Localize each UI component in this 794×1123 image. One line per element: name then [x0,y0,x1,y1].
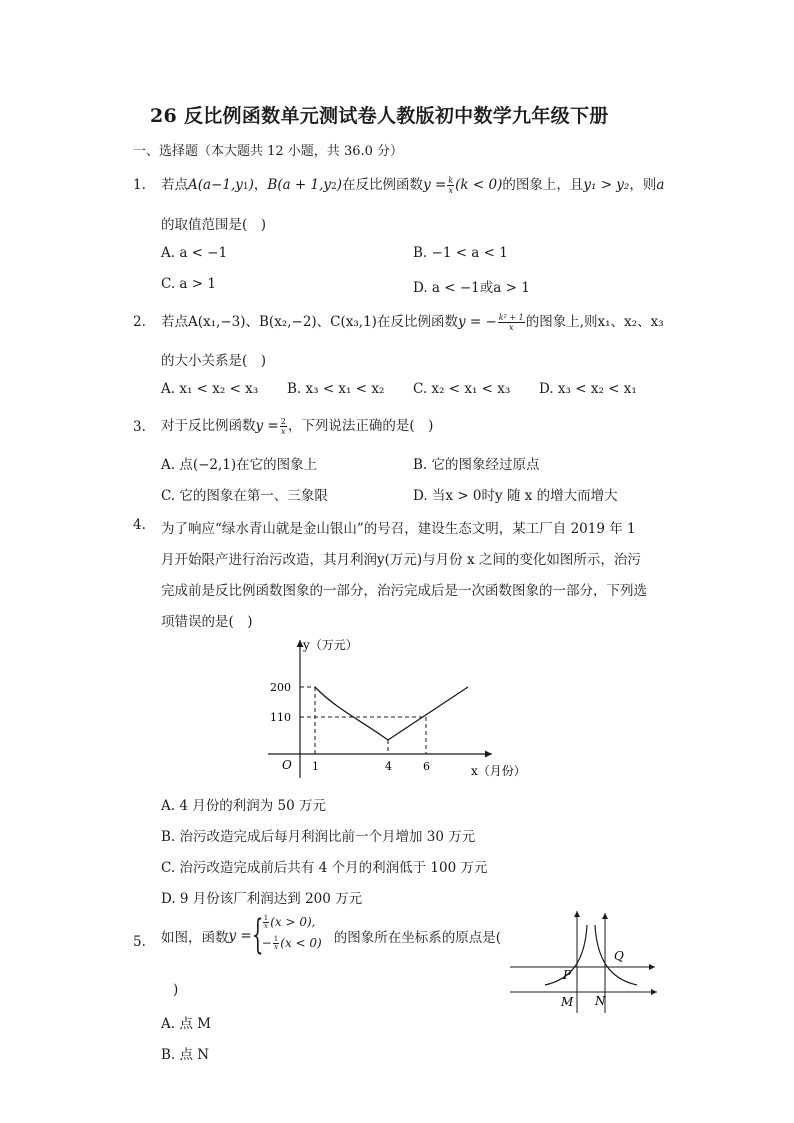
option-c: C. 它的图象在第一、三象限 [161,488,328,504]
q2-func: y = − [457,314,497,330]
option-d: D. a < −1或a > 1 [413,280,530,296]
option-b: B. 它的图象经过原点 [413,457,540,473]
point-q-label: Q [614,949,624,963]
q1-func: y = [423,177,447,193]
page-title: 26 反比例函数单元测试卷人教版初中数学九年级下册 [150,105,609,127]
y-tick-200: 200 [270,681,291,694]
x-axis-label: x（月份） [471,764,526,778]
q3-text-b: ，下列说法正确的是( ) [287,418,434,434]
question-line: 的大小关系是( ) [161,353,267,369]
question-number: 2. [133,314,146,330]
option-b: B. −1 < a < 1 [413,245,508,261]
q2-fraction: $\frac{\text{k² + 1}}{x}$ [498,313,524,332]
question-line [161,913,501,959]
question-line [161,310,664,332]
option-d: D. 9 月份该厂利润达到 200 万元 [161,891,363,907]
q1-point-b: B(a + 1,y [267,177,332,193]
option-c: C. x₂ < x₁ < x₃ [413,381,511,397]
question-number: 4. [133,517,146,533]
question-line: 项错误的是( ) [161,614,253,630]
point-n-label: N [595,994,606,1008]
question-number: 3. [133,419,146,435]
q2-text-b: 的图象上,则x₁、x₂、x₃ [525,314,664,330]
q3-func: y = [255,418,279,434]
option-a: A. a < −1 [161,245,228,261]
q1-text-a: 若点 [161,177,188,193]
question-line: 月开始限产进行治污改造，其月利润y(万元)与月份 x 之间的变化如图所示，治污 [161,552,641,568]
profit-graph [260,628,540,788]
option-a: A. 4 月份的利润为 50 万元 [161,798,326,814]
q1-text-d: ，则 [629,177,657,193]
q1-var: a [656,177,665,193]
linear-segment [388,687,468,740]
option-d: D. 当x > 0时y 随 x 的增大而增大 [413,488,618,504]
y-axis-label: y（万元） [303,638,358,652]
option-a: A. 点 M [161,1016,211,1032]
q1-condition: (k < 0) [455,177,503,193]
option-b: B. 点 N [161,1047,210,1063]
origin-graph [505,905,665,1017]
x-tick-1: 1 [312,760,319,773]
option-d: D. x₃ < x₂ < x₁ [539,381,637,397]
q5-text-b: 的图象所在坐标系的原点是( [333,930,502,946]
option-c: C. 治污改造完成前后共有 4 个月的利润低于 100 万元 [161,860,488,876]
point-m-label: M [561,995,574,1009]
x-tick-6: 6 [423,760,430,773]
q1-inequality: y₁ > y₂ [583,177,630,193]
option-c: C. a > 1 [161,276,216,292]
q5-func: y = [228,928,252,944]
y-tick-110: 110 [270,711,291,724]
option-a: A. x₁ < x₂ < x₃ [161,381,259,397]
option-b: B. 治污改造完成后每月利润比前一个月增加 30 万元 [161,829,476,845]
point-p-label: P [563,968,572,982]
question-line: ) [173,982,179,998]
option-a: A. 点(−2,1)在它的图象上 [161,457,318,473]
hyperbola-segment [315,687,388,740]
q1-point-a: A(a−1,y [188,177,243,193]
q1-fraction: $\frac{k}{x}$ [448,176,454,195]
question-number: 5. [133,934,146,950]
question-line [161,414,433,436]
q3-text-a: 对于反比例函数 [161,418,256,434]
option-b: B. x₃ < x₁ < x₂ [287,381,385,397]
q1-text-c: 的图象上，且 [502,177,584,193]
q5-text-a: 如图，函数 [161,930,229,946]
question-line: 若点A(a−1,y1)，B(a + 1,y2)在反比例函数y = $\frac{k}{x}$ (k < 0)的图象上，且y₁ > y₂，则a [161,176,665,195]
q2-text-a: 若点A(x₁,−3)、B(x₂,−2)、C(x₃,1)在反比例函数 [161,314,458,330]
question-line: 的取值范围是( ) [161,217,267,233]
question-line: 为了响应“绿水青山就是金山银山”的号召，建设生态文明，某工厂自 2019 年 1 [161,521,636,537]
question-number: 1. [133,177,146,193]
section-heading: 一、选择题（本大题共 12 小题，共 36.0 分） [133,144,404,159]
x-tick-4: 4 [385,760,392,773]
question-line: 完成前是反比例函数图象的一部分，治污完成后是一次函数图象的一部分，下列选 [161,583,647,599]
q3-fraction: $\frac{2}{x}$ [280,417,286,436]
origin-label: O [282,758,292,772]
q1-text-b: 在反比例函数 [342,177,424,193]
q5-piecewise: { $\frac{1}{x}$ (x > 0), − $\frac{1}{x}$ (x < 0) [251,912,322,958]
